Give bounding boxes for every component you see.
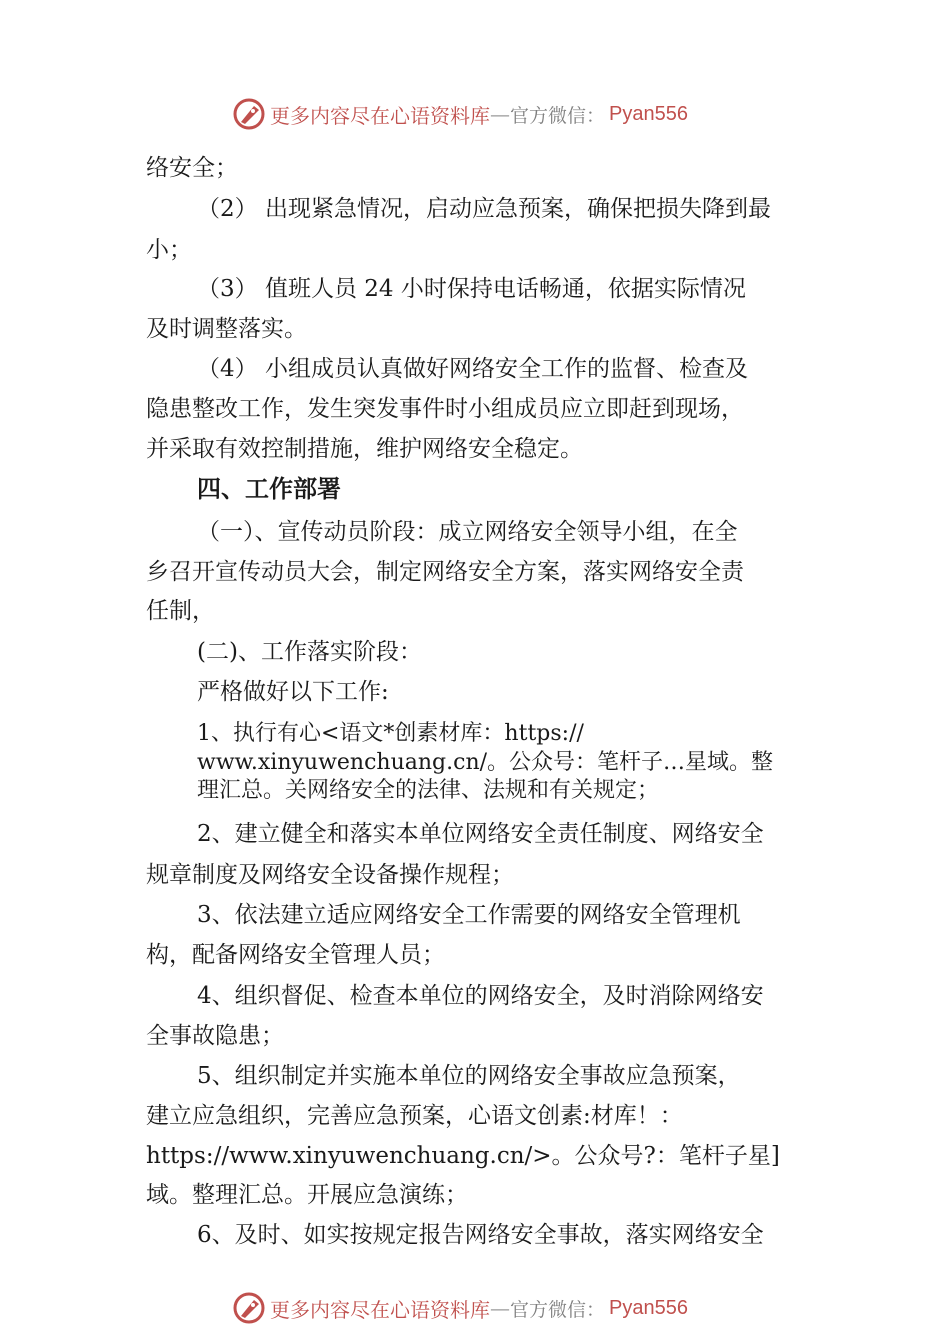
body-line: 并采取有效控制措施，维护网络安全稳定。 <box>146 436 583 462</box>
banner-wechat-label: 官方微信： <box>510 1298 606 1321</box>
pen-nib-logo-icon <box>232 97 266 131</box>
body-line: 2、建立健全和落实本单位网络安全责任制度、网络安全 <box>197 821 764 847</box>
header-banner <box>232 97 688 131</box>
body-line: 6、及时、如实按规定报告网络安全事故，落实网络安全 <box>197 1222 764 1248</box>
body-line: 严格做好以下工作: <box>197 679 389 705</box>
body-line: 络安全； <box>146 155 238 181</box>
banner-separator: — <box>490 1296 510 1320</box>
body-line: 3、依法建立适应网络安全工作需要的网络安全管理机 <box>197 902 741 928</box>
banner-wechat-id: Pyan556 <box>609 1296 688 1319</box>
footer-banner <box>232 1291 688 1325</box>
body-line: 建立应急组织，完善应急预案，心语文创素:材库！： <box>146 1103 683 1129</box>
body-line: （3） 值班人员 24 小时保持电话畅通，依据实际情况 <box>197 276 746 302</box>
body-line: 4、组织督促、检查本单位的网络安全，及时消除网络安 <box>197 983 764 1009</box>
body-line: https://www.xinyuwenchuang.cn/>。公众号?：笔杆子星] <box>146 1143 780 1169</box>
body-line: 构，配备网络安全管理人员； <box>146 942 445 968</box>
body-line: (二)、工作落实阶段： <box>197 639 422 665</box>
banner-title: 更多内容尽在心语资料库 <box>270 1297 490 1322</box>
body-line: www.xinyuwenchuang.cn/。公众号：笔杆子…星域。整 <box>197 750 774 775</box>
body-line: 全事故隐患； <box>146 1023 284 1049</box>
body-line: （4） 小组成员认真做好网络安全工作的监督、检查及 <box>197 356 748 382</box>
banner-wechat-id: Pyan556 <box>609 102 688 125</box>
body-line: 及时调整落实。 <box>146 316 307 342</box>
section-heading: 四、工作部署 <box>197 475 341 503</box>
body-line: 理汇总。关网络安全的法律、法规和有关规定； <box>197 778 660 803</box>
body-line: 隐患整改工作，发生突发事件时小组成员应立即赶到现场， <box>146 396 744 422</box>
body-line: 规章制度及网络安全设备操作规程； <box>146 862 514 888</box>
body-line: （2） 出现紧急情况，启动应急预案，确保把损失降到最 <box>197 196 771 222</box>
body-line: 任制， <box>146 598 215 624</box>
body-line: 5、组织制定并实施本单位的网络安全事故应急预案， <box>197 1063 741 1089</box>
banner-wechat-label: 官方微信： <box>510 104 606 127</box>
banner-separator: — <box>490 102 510 126</box>
body-line: 小； <box>146 237 192 263</box>
body-line: 域。整理汇总。开展应急演练； <box>146 1182 468 1208</box>
body-line: 1、执行有心<语文*创素材库：https:// <box>197 721 584 746</box>
body-line: （一）、宣传动员阶段：成立网络安全领导小组，在全 <box>197 519 738 545</box>
pen-nib-logo-icon <box>232 1291 266 1325</box>
body-line: 乡召开宣传动员大会，制定网络安全方案，落实网络安全责 <box>146 559 744 585</box>
banner-title: 更多内容尽在心语资料库 <box>270 103 490 128</box>
